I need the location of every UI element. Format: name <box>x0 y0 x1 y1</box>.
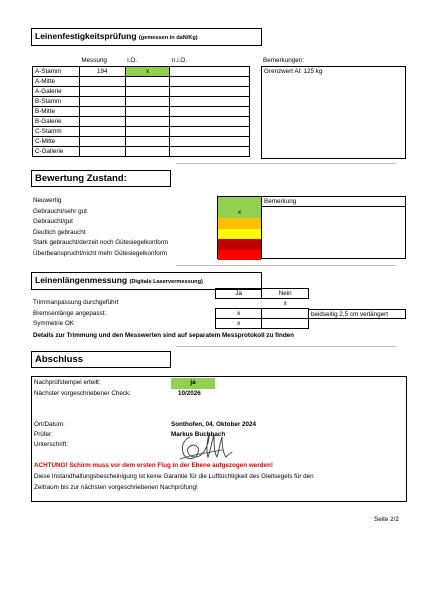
col-header-messung: Messung <box>81 57 107 65</box>
remarks-text: Grenzwert Al: 125 kg <box>264 68 323 75</box>
place-date-value: Sonthofen, 04. Oktober 2024 <box>171 421 257 428</box>
length-label: Symmetrie OK <box>33 320 74 327</box>
table-row <box>33 76 250 86</box>
messung-cell <box>79 136 125 146</box>
messung-cell <box>79 76 125 86</box>
signature-label: Unterschrift: <box>34 441 68 448</box>
section-divider <box>176 163 396 164</box>
row-label: C-Stamm <box>33 126 80 136</box>
col-header-nein: Nein <box>262 289 309 299</box>
condition-label: Stark gebraucht/derzeit noch Gütesiegelkonform <box>33 239 169 246</box>
io-cell <box>125 126 170 136</box>
condition-title: Bewertung Zustand: <box>35 173 127 184</box>
table-row <box>33 126 250 136</box>
row-label: B-Galerie <box>33 116 80 126</box>
length-label: Trimmanpassung durchgeführt <box>33 299 119 306</box>
nio-cell <box>170 96 250 106</box>
table-row <box>33 66 250 76</box>
stamp-label: Nachprüfstempel erteilt: <box>34 379 101 386</box>
row-label: C-Mitte <box>33 136 80 146</box>
col-header-io: i.O. <box>127 57 138 65</box>
stamp-value: ja <box>171 378 215 389</box>
condition-label: Neuwertig <box>33 197 62 204</box>
strength-subtitle: (gemessen in daN/Kg) <box>138 35 198 41</box>
row-label: C-Gallerie <box>33 146 80 156</box>
place-date-label: Ort/Datum: <box>34 421 65 428</box>
inspector-label: Prüfer: <box>34 431 53 438</box>
messung-cell <box>79 106 125 116</box>
length-note: beidseitig 2,5 cm verlängert <box>311 311 389 318</box>
condition-labels <box>33 196 168 259</box>
condition-label: Überbeansprucht/nicht mehr Gütesiegelkonform <box>33 249 168 257</box>
nio-cell <box>170 136 250 146</box>
strength-corner-cell <box>33 56 80 66</box>
col-header-nio: n.i.O. <box>171 57 188 65</box>
length-title: Leinenlängenmessung <box>35 275 128 285</box>
io-cell <box>125 96 170 106</box>
page-number: Seite 2/2 <box>374 516 399 523</box>
messung-cell <box>79 126 125 136</box>
messung-cell <box>79 96 125 106</box>
io-cell <box>125 76 170 86</box>
ja-cell <box>216 299 262 309</box>
messung-cell <box>79 86 125 96</box>
io-cell <box>125 136 170 146</box>
table-row <box>33 86 250 96</box>
row-label: A-Stamm <box>33 66 80 76</box>
signature-image <box>176 429 234 463</box>
ja-cell: x <box>216 319 262 329</box>
table-row <box>216 299 309 309</box>
condition-swatch-neuwertig <box>218 197 261 208</box>
table-row <box>33 136 250 146</box>
messung-cell: 194 <box>79 66 125 76</box>
closing-title: Abschluss <box>35 354 84 365</box>
condition-label: Gebraucht/gut <box>33 218 73 225</box>
section-divider <box>176 265 396 266</box>
io-cell <box>125 116 170 126</box>
disclaimer-line-2: Zeitraum bis zur nächsten vorgeschriebenen Nachprüfung! <box>34 484 198 491</box>
inspector-value: Markus Buchbach <box>171 431 226 438</box>
length-label: Bremsenlänge angepasst: <box>33 310 107 317</box>
length-footnote: Details zur Trimmung und den Messwerten sind auf separatem Messprotokoll zu finden <box>33 332 295 339</box>
condition-swatch-sehr-gut: x <box>218 208 261 219</box>
remarks-header: Bemerkungen: <box>263 57 304 64</box>
table-row <box>216 319 309 329</box>
disclaimer-line-1: Diese Instandhaltungsbescheinigung ist keine Garantie für die Lufttüchtigkeit des Gleitsegels für den <box>34 473 314 480</box>
length-note-box <box>308 309 406 319</box>
nio-cell <box>170 76 250 86</box>
condition-section-title <box>31 170 171 187</box>
messung-cell <box>79 146 125 156</box>
io-cell <box>125 86 170 96</box>
condition-swatch-ueberbeansprucht <box>218 250 261 261</box>
table-row <box>33 106 250 116</box>
io-cell: x <box>125 66 170 76</box>
length-subtitle: (Digitale Laservermessung) <box>129 279 203 285</box>
io-cell <box>125 146 170 156</box>
closing-box <box>31 376 407 502</box>
col-header-ja: Ja <box>216 289 262 299</box>
next-check-value: 10/2026 <box>178 390 201 397</box>
nio-cell <box>170 66 250 76</box>
strength-title: Leinenfestigkeitsprüfung <box>35 31 137 41</box>
row-label: B-Stamm <box>33 96 80 106</box>
condition-color-scale <box>217 196 262 259</box>
table-row <box>33 96 250 106</box>
condition-remark-header: Bemerkung <box>264 198 297 205</box>
strength-header-row <box>33 56 250 66</box>
section-divider <box>176 346 396 347</box>
nein-cell <box>262 319 309 329</box>
row-label: A-Mitte <box>33 76 80 86</box>
condition-swatch-deutlich <box>218 229 261 240</box>
nio-cell <box>170 146 250 156</box>
nein-cell <box>262 309 309 319</box>
length-table <box>215 288 309 329</box>
condition-label: Deutlich gebraucht <box>33 228 86 236</box>
table-row <box>33 146 250 156</box>
warning-text: ACHTUNG! Schirm muss vor dem ersten Flug in der Ebene aufgezogen werden! <box>34 462 273 469</box>
io-cell <box>125 106 170 116</box>
nein-cell: x <box>283 300 287 307</box>
length-header-row <box>216 289 309 299</box>
remarks-box <box>261 66 406 159</box>
messung-cell <box>79 116 125 126</box>
condition-label: Gebraucht/sehr gut <box>33 207 87 215</box>
ja-cell: x <box>216 309 262 319</box>
table-row <box>33 116 250 126</box>
nio-cell <box>170 86 250 96</box>
nio-cell <box>170 126 250 136</box>
row-label: B-Mitte <box>33 106 80 116</box>
closing-section-title <box>31 351 171 368</box>
condition-swatch-gut <box>218 218 261 229</box>
next-check-label: Nächster vorgeschriebener Check: <box>34 390 131 397</box>
row-label: A-Galerie <box>33 86 80 96</box>
condition-swatch-stark <box>218 239 261 250</box>
condition-remark-box <box>261 206 406 259</box>
strength-table <box>32 56 250 157</box>
strength-section-title <box>31 28 262 46</box>
nio-cell <box>170 116 250 126</box>
table-row <box>216 309 309 319</box>
nio-cell <box>170 106 250 116</box>
